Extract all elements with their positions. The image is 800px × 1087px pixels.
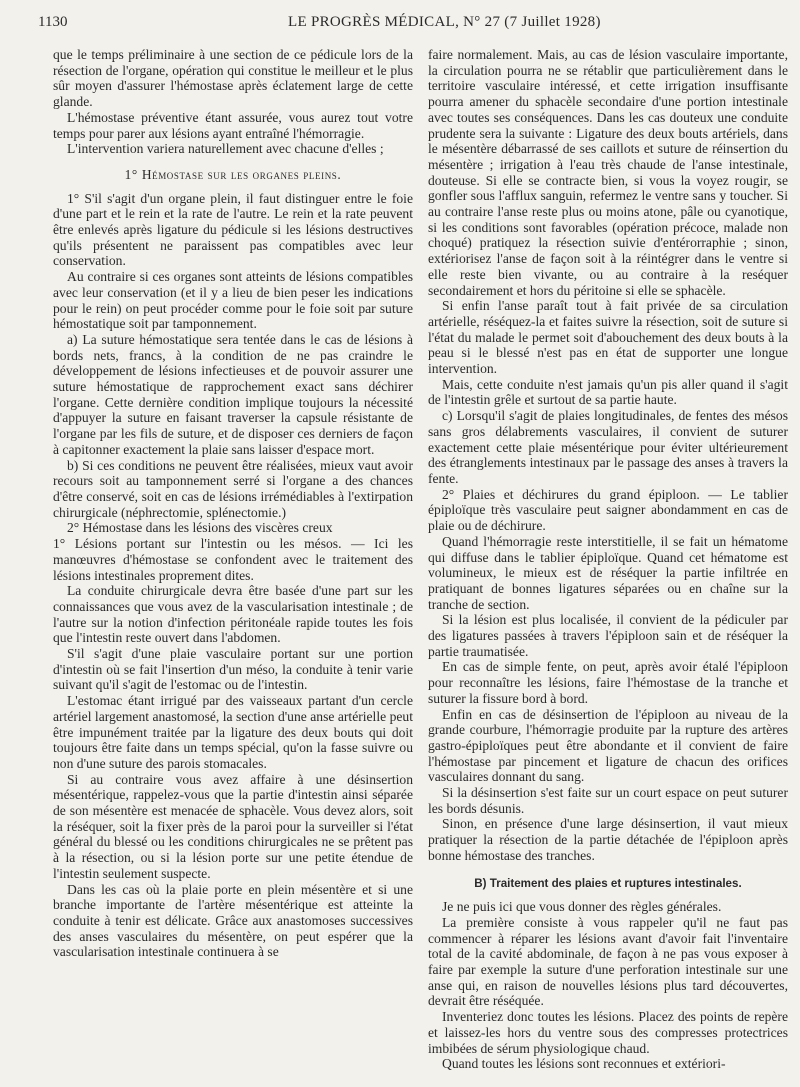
- paragraph: Quand l'hémorragie reste interstitielle, il se fait un hématome qui diffuse dans le tablier épiploïque. Quand cet hématome est volumineux, le mieux est de réséquer la partie infiltrée en pratiquant de bonnes ligatures séparées ou en chaîne sur la tranche de section.: [428, 533, 788, 612]
- paragraph: c) Lorsqu'il s'agit de plaies longitudinales, de fentes des mésos sans gros délabrements vasculaires, il convient de suturer exactement cette plaie mésentérique pour éviter ultérieurement des étranglements intestinaux par le passage des anses à travers la fente.: [428, 408, 788, 486]
- paragraph: Si la désinsertion s'est faite sur un court espace on peut suturer les bords désunis.: [428, 785, 788, 816]
- paragraph: Dans les cas où la plaie porte en plein mésentère et si une branche importante de l'artère mésentérique est atteinte la conduite à tenir est délicate. Grâce aux anastomoses successives des anses vasculaires du mésentère, on peut espérer que la vascularisation intestinale continuera à se: [53, 881, 413, 960]
- paragraph: La première consiste à vous rappeler qu'il ne faut pas commencer à réparer les lésions avant d'avoir fait l'inventaire total de la cavité abdominale, de façon à ne pas vous exposer à faire par exemple la suture d'une perforation intestinale sur une anse qui, en raison de nouvelles lésions plus tard découvertes, devrait être réséquée.: [428, 914, 788, 1009]
- section-heading: 1° Hémostase sur les organes pleins.: [124, 166, 342, 182]
- paragraph: Au contraire si ces organes sont atteints de lésions compatibles avec leur conservation (et il y a lieu de bien peser les indications pour le rein) on peut procéder comme pour le foie soit par suture hémostatique soit par tamponnement.: [53, 269, 413, 332]
- paragraph: Mais, cette conduite n'est jamais qu'un pis aller quand il s'agit de l'intestin grêle et surtout de sa partie haute.: [428, 376, 788, 408]
- paragraph: L'estomac étant irrigué par des vaisseaux partant d'un cercle artériel largement anastomosé, la section d'une anse artérielle peut être impunément traitée par la ligature des deux bouts qui doit toujours être faite dans un temps spécial, qu'on la fasse suivre ou non d'une suture des parois stomacales.: [53, 693, 413, 771]
- paragraph: Si au contraire vous avez affaire à une désinsertion mésentérique, rappelez-vous que la partie d'intestin ainsi séparée de son mésentère est menacée de sphacèle. Vous devez alors, soit la réséquer, soit la fixer près de la paroi pour la surveiller si l'état général du blessé ou les conditions chirurgicales ne se prêtent pas à la résection, ou si la lésion porte sur une petite étendue de l'intestin seulement suspecte.: [53, 771, 413, 881]
- paragraph: 1° S'il s'agit d'un organe plein, il faut distinguer entre le foie d'une part et le rein et la rate de l'autre. Le rein et la rate peuvent être enlevés après ligature du pédicule si les lésions destructives qu'ils présentent ne paraissent pas compatibles avec leur conservation.: [53, 190, 413, 269]
- paragraph: S'il s'agit d'une plaie vasculaire portant sur une portion d'intestin où se fait l'insertion d'un méso, la conduite à tenir varie suivant qu'il s'agit de l'estomac ou de l'intestin.: [53, 646, 413, 693]
- left-column: [53, 47, 413, 960]
- paragraph: L'hémostase préventive étant assurée, vous aurez tout votre temps pour parer aux lésions ayant entraîné l'hémorragie.: [53, 109, 413, 141]
- paragraph: La conduite chirurgicale devra être basée d'une part sur les connaissances que vous avez de la vascularisation intestinale ; de l'autre sur la notion d'infection péritonéale rapide toutes les fois que l'intestin reste ouvert dans l'abdomen.: [53, 583, 413, 646]
- paragraph: que le temps préliminaire à une section de ce pédicule lors de la résection de l'organe, opération qui constitue le meilleur et le plus sûr moyen d'assurer l'hémostase après éclatement large de cette glande.: [53, 47, 413, 110]
- paragraph: Quand toutes les lésions sont reconnues et extériori-: [442, 1056, 726, 1072]
- paragraph: Je ne puis ici que vous donner des règles générales.: [442, 899, 722, 915]
- paragraph: Si la lésion est plus localisée, il convient de la pédiculer par des ligatures passées à travers l'épiploon sain et de réséquer la partie traumatisée.: [428, 612, 788, 659]
- paragraph: Sinon, en présence d'une large désinsertion, il vaut mieux pratiquer la résection de la partie détachée de l'épiploon après bonne hémostase des tranches.: [428, 816, 788, 863]
- paragraph: L'intervention variera naturellement avec chacune d'elles ;: [67, 141, 384, 157]
- paragraph: 1° Lésions portant sur l'intestin ou les mésos. — Ici les manœuvres d'hémostase se confondent avec le traitement des lésions intestinales proprement dites.: [53, 536, 413, 583]
- paragraph: a) La suture hémostatique sera tentée dans le cas de lésions à bords nets, francs, à la condition de ne pas craindre le développement de lésions infectieuses et de pouvoir assurer une suture hémostatique de rapprochement exact sans déchirer l'organe. Cette dernière condition implique toujours la nécessité d'appuyer la suture en faisant traverser la capsule résistante de l'organe par les fils de suture, et de disposer ces derniers de façon à capitonner exactement la plaie sans laisser d'espace mort.: [53, 331, 413, 457]
- paragraph: Inventeriez donc toutes les lésions. Placez des points de repère et laissez-les hors du ventre sous des compresses protectrices imbibées de sérum physiologique chaud.: [428, 1009, 788, 1056]
- paragraph: 2° Hémostase dans les lésions des viscères creux: [67, 520, 333, 536]
- paragraph: 2° Plaies et déchirures du grand épiploon. — Le tablier épiploïque très vasculaire peut saigner abondamment en cas de plaie ou de déchirure.: [428, 486, 788, 534]
- paragraph: Enfin en cas de désinsertion de l'épiploon au niveau de la grande courbure, l'hémorragie produite par la rupture des artères gastro-épiploïques peut être abondante et il convient de faire l'hémostase par pincement et ligature de chacun des orifices vasculaires donnant du sang.: [428, 706, 788, 785]
- subsection-heading: B) Traitement des plaies et ruptures intestinales.: [474, 876, 742, 890]
- page-number: 1130: [38, 14, 68, 30]
- page-header: [38, 12, 766, 34]
- paragraph: En cas de simple fente, on peut, après avoir étalé l'épiploon pour reconnaître les lésions, faire l'hémostase de la tranche et suturer la fissure bord à bord.: [428, 659, 788, 706]
- paragraph: faire normalement. Mais, au cas de lésion vasculaire importante, la circulation pourra ne se rétablir que particulièrement dans le territoire vasculaire intéressé, et cette irrigation insuffisante pourra amener du sphacèle secondaire d'une portion intestinale avec toutes ses conséquences. Dans les cas douteux une conduite prudente sera la suivante : Ligature des deux bouts artériels, dans le mésentère débarrassé de ses caillots et suture de réinsertion du mésentère ; irrigation à l'eau très chaude de l'anse intestinale, douteuse. Si elle se contracte bien, si vous la voyez rougir, se gonfler sous l'afflux sanguin, refermez le ventre sans y toucher. Si au contraire l'anse reste plus ou moins atone, pâle ou cyanotique, si les conditions sont favorables (opération précoce, malade non choqué) pratiquez la résection suivie d'entérorraphie ; sinon, extériorisez l'anse de façon soit à la réintégrer dans le ventre si elle reste bien vivante, ou au contraire à la reséquer secondairement et hors du péritoine si elle se sphacèle.: [428, 47, 788, 298]
- right-column: [428, 47, 788, 1072]
- paragraph: Si enfin l'anse paraît tout à fait privée de sa circulation artérielle, réséquez-la et faites suivre la résection, soit de suture si l'état du malade le permet soit d'abouchement des deux bouts à la peau si le blessé n'est pas en état de supporter une longue intervention.: [428, 298, 788, 377]
- running-title: LE PROGRÈS MÉDICAL, N° 27 (7 Juillet 1928): [288, 14, 601, 30]
- paragraph: b) Si ces conditions ne peuvent être réalisées, mieux vaut avoir recours soit au tamponnement serré si l'organe a des chances d'être conservé, soit en cas de lésions irrémédiables à l'extirpation chirurgicale (néphrectomie, splénectomie.): [53, 457, 413, 520]
